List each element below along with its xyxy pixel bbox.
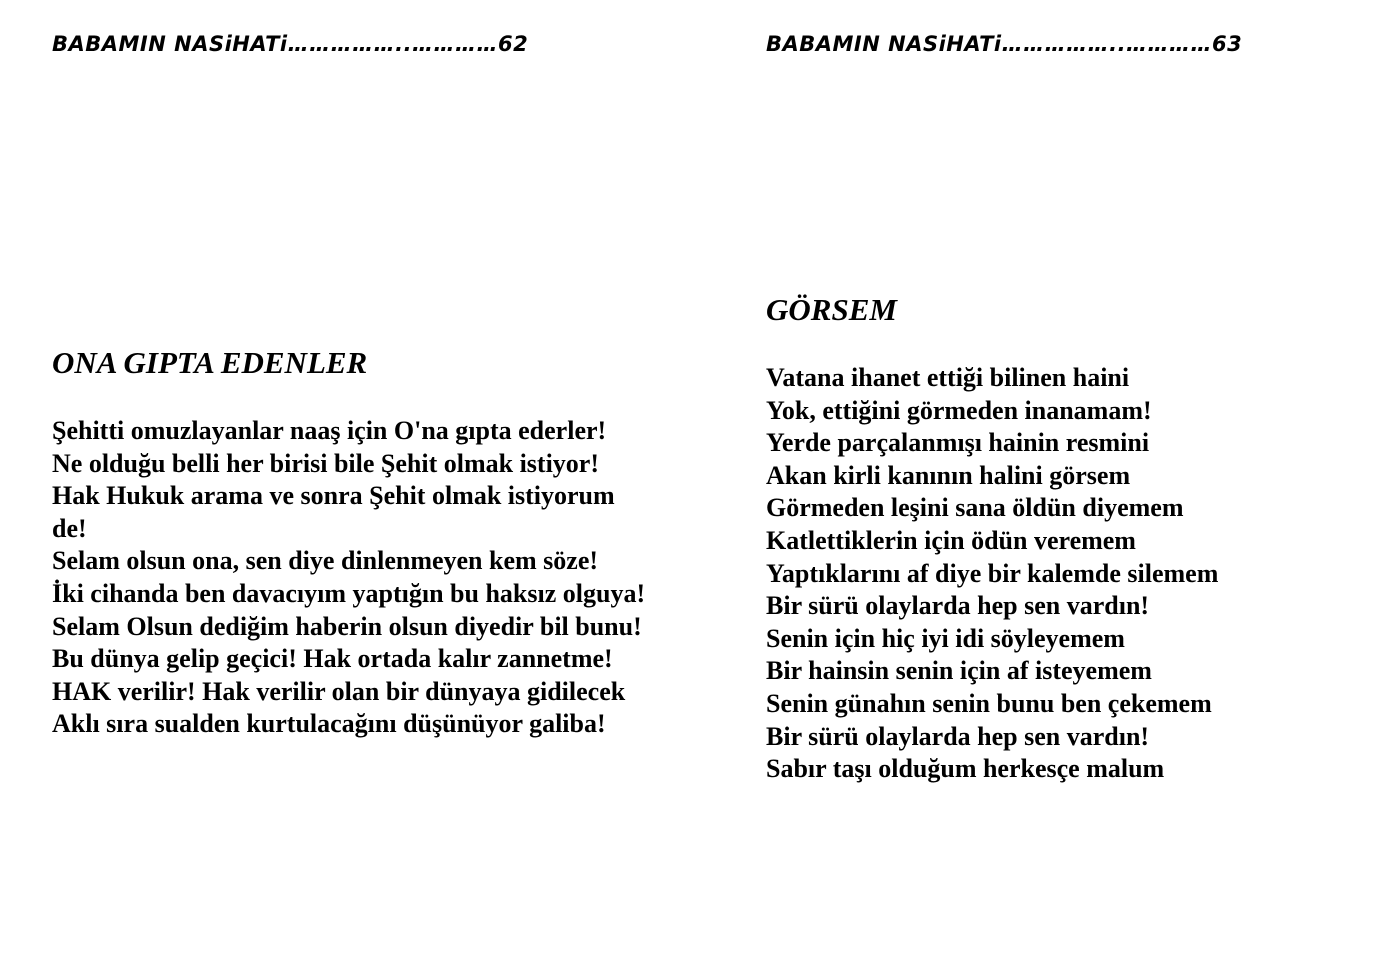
poem-body-left xyxy=(52,415,692,741)
poem-title-left: ONA GIPTA EDENLER xyxy=(52,345,368,380)
poem-line: Aklı sıra sualden kurtulacağını düşünüyor galiba! xyxy=(52,709,606,739)
poem-line: İki cihanda ben davacıyım yaptığın bu haksız olguya! xyxy=(52,578,646,608)
poem-line: Vatana ihanet ettiği bilinen haini xyxy=(766,363,1130,392)
poem-line: Görmeden leşini sana öldün diyemem xyxy=(766,493,1184,523)
poem-line: Selam Olsun dediğim haberin olsun diyedir bil bunu! xyxy=(52,611,642,641)
poem-line: de! xyxy=(52,513,87,543)
running-head-right: BABAMIN NASiHATi……………..…………63 xyxy=(766,32,1243,56)
poem-title-right: GÖRSEM xyxy=(766,292,897,327)
poem-line: Akan kirli kanının halini görsem xyxy=(766,460,1131,490)
poem-line: Bir sürü olaylarda hep sen vardın! xyxy=(766,721,1150,751)
poem-line: Yaptıklarını af diye bir kalemde silemem xyxy=(766,558,1219,588)
right-page xyxy=(688,0,1376,963)
running-head-left: BABAMIN NASiHATi……………..…………62 xyxy=(52,32,529,56)
poem-body-right xyxy=(766,362,1366,786)
poem-line: Katlettiklerin için ödün veremem xyxy=(766,525,1136,555)
poem-line: Ne olduğu belli her birisi bile Şehit olmak istiyor! xyxy=(52,448,600,478)
poem-line: Bir hainsin senin için af isteyemem xyxy=(766,656,1152,686)
poem-line: Senin günahın senin bunu ben çekemem xyxy=(766,688,1212,718)
poem-line: Yerde parçalanmışı hainin resmini xyxy=(766,428,1150,458)
poem-line: Bir sürü olaylarda hep sen vardın! xyxy=(766,591,1150,621)
poem-line: Bu dünya gelip geçici! Hak ortada kalır zannetme! xyxy=(52,644,613,674)
poem-line: Hak Hukuk arama ve sonra Şehit olmak istiyorum xyxy=(52,481,615,511)
poem-line: Selam olsun ona, sen diye dinlenmeyen kem söze! xyxy=(52,546,599,576)
poem-line: Şehitti omuzlayanlar naaş için O'na gıpta ederler! xyxy=(52,416,607,445)
poem-line: Yok, ettiğini görmeden inanamam! xyxy=(766,395,1152,425)
poem-line: HAK verilir! Hak verilir olan bir dünyaya gidilecek xyxy=(52,676,626,706)
poem-line: Senin için hiç iyi idi söyleyemem xyxy=(766,623,1125,653)
poem-line: Sabır taşı olduğum herkesçe malum xyxy=(766,754,1165,784)
